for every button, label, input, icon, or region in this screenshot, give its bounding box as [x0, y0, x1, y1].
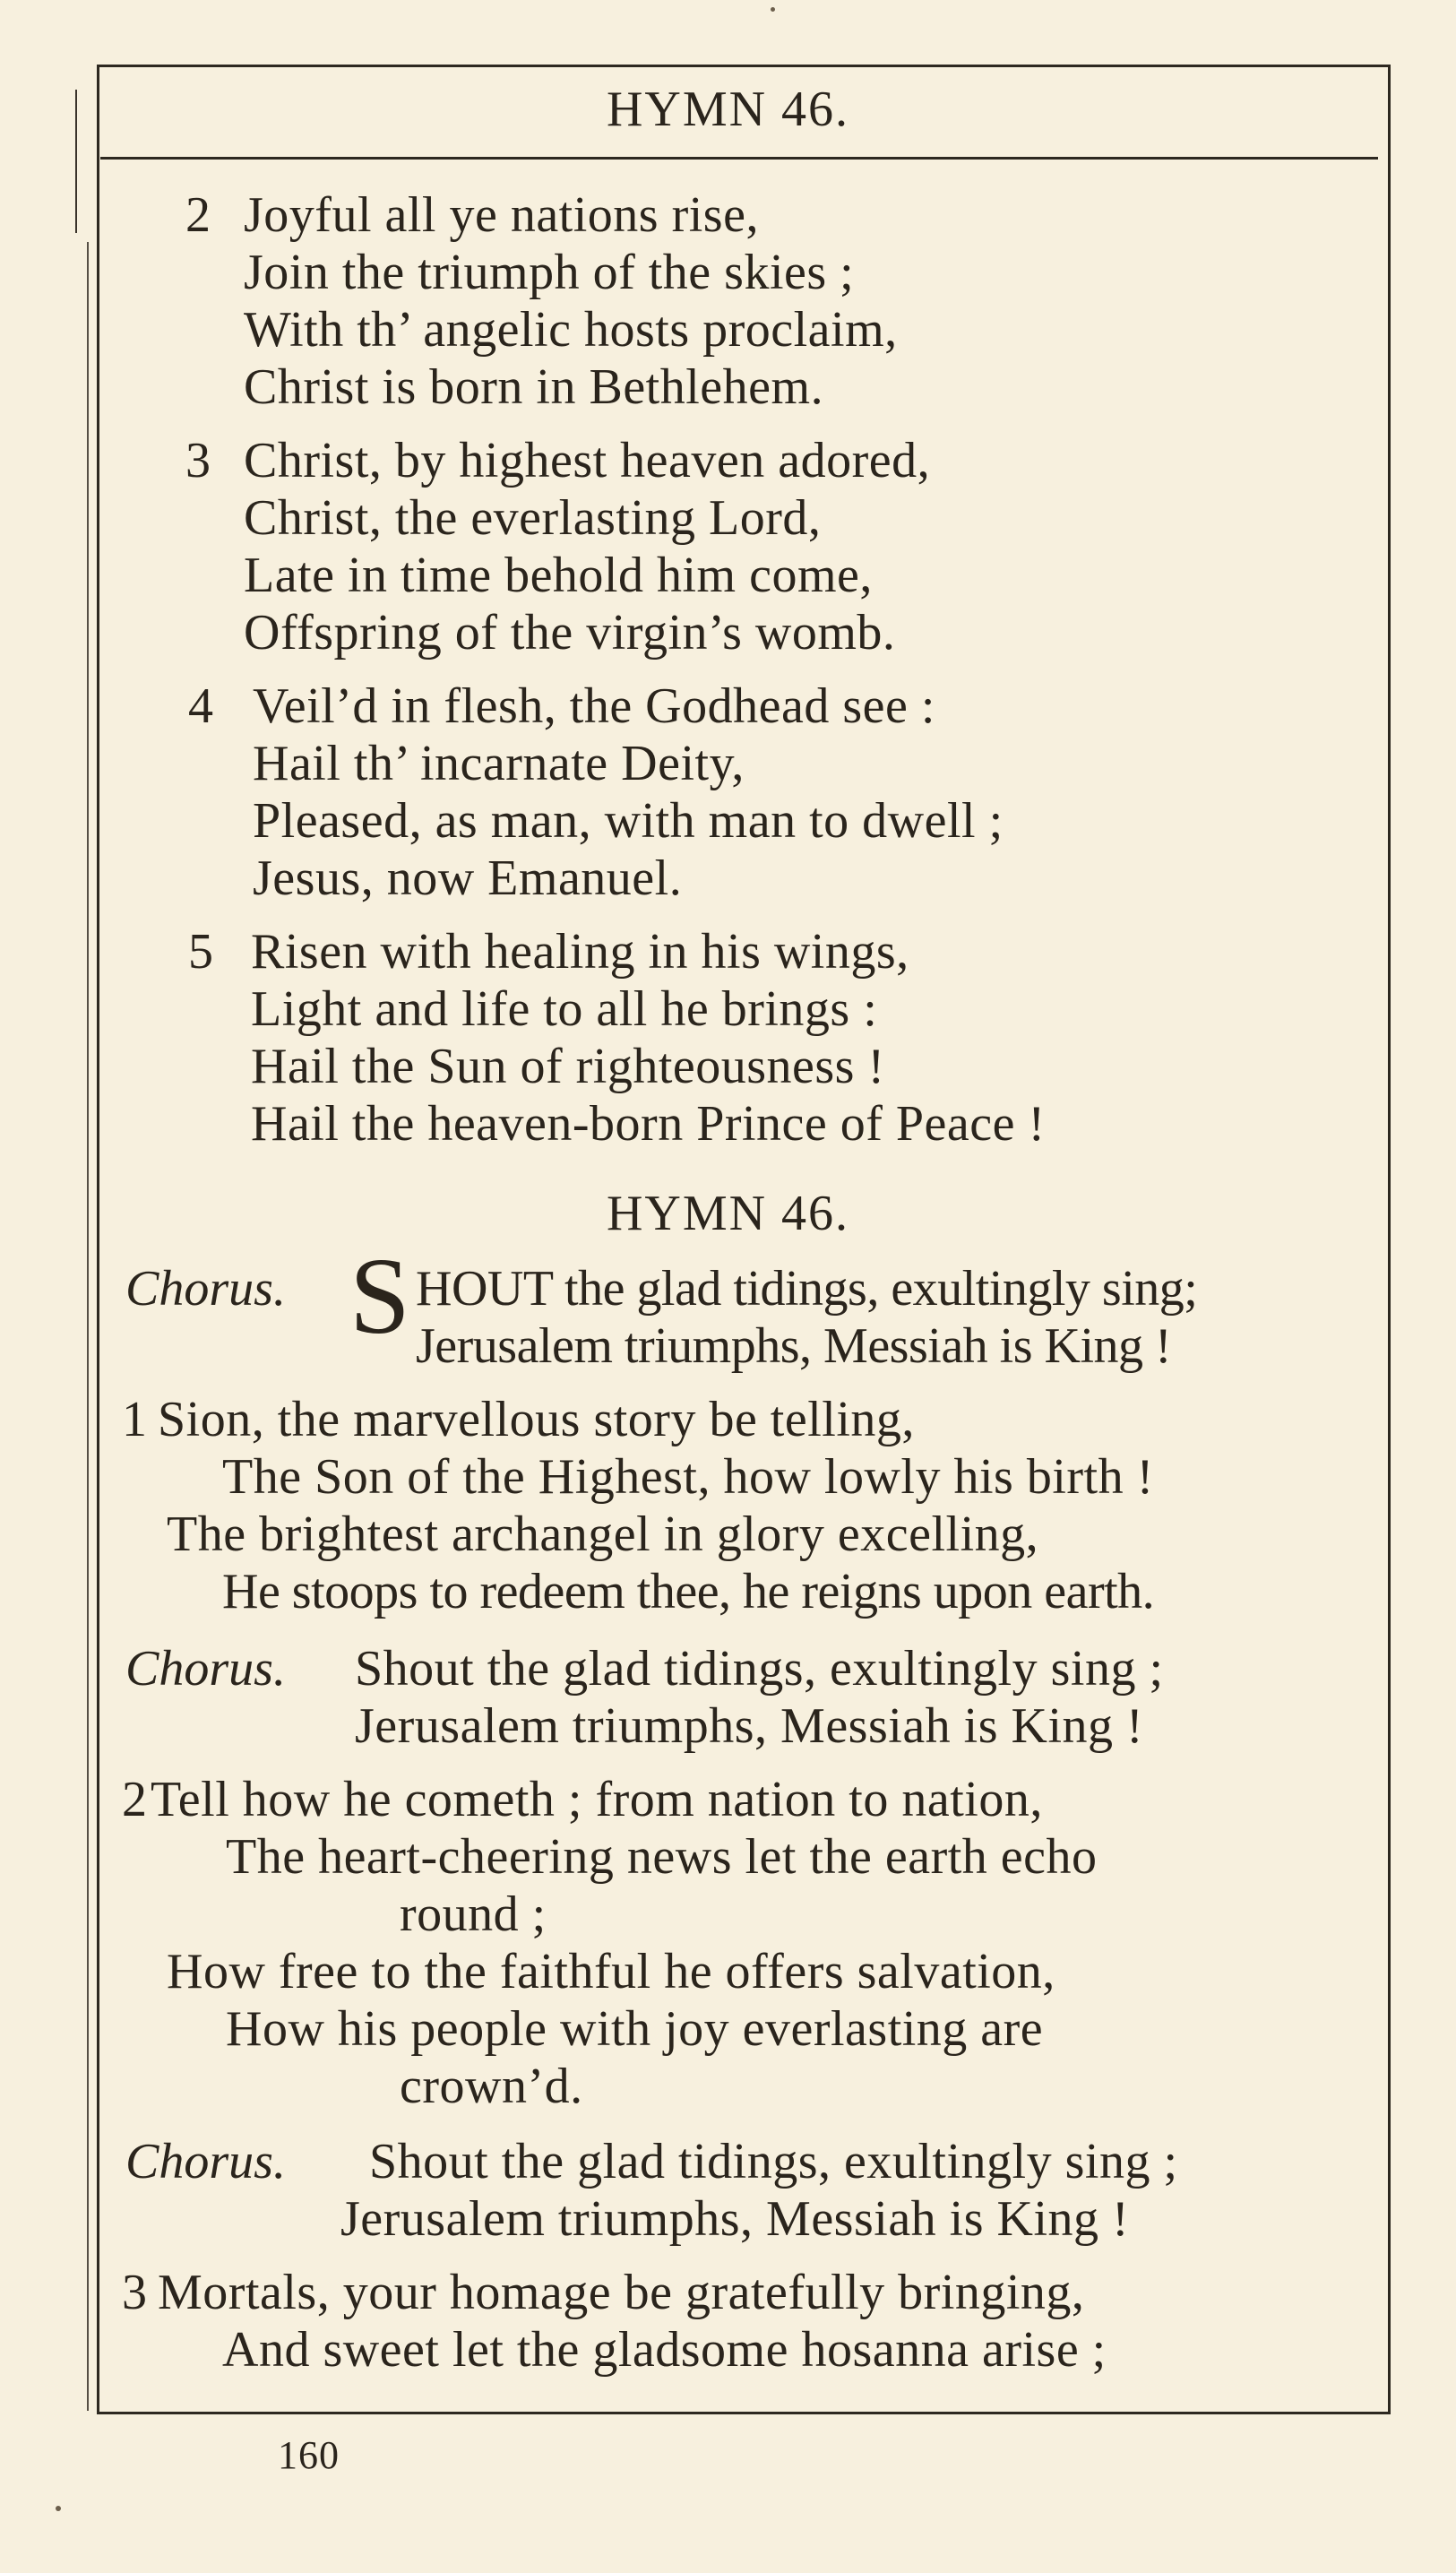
verse-number: 4 [188, 678, 213, 734]
margin-rule [87, 242, 89, 2411]
verse-line: round ; [400, 1887, 547, 1942]
verse-line: Join the triumph of the skies ; [244, 245, 855, 300]
verse-line: How free to the faithful he offers salvation, [167, 1944, 1055, 1999]
ink-speck [771, 7, 775, 12]
verse-line: Hail the Sun of righteousness ! [251, 1039, 885, 1094]
verse-line: Veil’d in flesh, the Godhead see : [253, 678, 935, 734]
verse-line: Risen with healing in his wings, [251, 924, 909, 980]
chorus-line: Jerusalem triumphs, Messiah is King ! [355, 1698, 1144, 1754]
chorus-label: Chorus. [125, 2134, 286, 2189]
verse-line: How his people with joy everlasting are [226, 2001, 1044, 2057]
verse-number: 2 [122, 1772, 147, 1827]
chorus-label: Chorus. [125, 1641, 286, 1697]
drop-cap: S [349, 1236, 410, 1357]
verse-number: 5 [188, 924, 213, 980]
verse-line: Late in time behold him come, [244, 548, 873, 603]
ink-speck [56, 2506, 61, 2511]
verse-line: Jesus, now Emanuel. [253, 850, 683, 906]
verse-line: With th’ angelic hosts proclaim, [244, 302, 898, 358]
verse-number: 3 [185, 433, 211, 488]
verse-number: 2 [185, 187, 211, 243]
verse-line: He stoops to redeem thee, he reigns upon earth. [222, 1564, 1155, 1619]
chorus-line: HOUT the glad tidings, exultingly sing; [416, 1261, 1198, 1317]
verse-number: 1 [122, 1392, 147, 1447]
verse-line: Christ, by highest heaven adored, [244, 433, 931, 488]
verse-line: Mortals, your homage be gratefully bringing, [158, 2265, 1085, 2320]
verse-line: Pleased, as man, with man to dwell ; [253, 793, 1004, 849]
chorus-line: Shout the glad tidings, exultingly sing ; [355, 1641, 1164, 1697]
verse-line: Tell how he cometh ; from nation to nation, [151, 1772, 1043, 1827]
verse-number: 3 [122, 2265, 147, 2320]
verse-line: The brightest archangel in glory excelling, [167, 1507, 1039, 1562]
running-head: HYMN 46. [606, 82, 850, 137]
verse-line: The Son of the Highest, how lowly his birth ! [222, 1449, 1154, 1505]
verse-line: Joyful all ye nations rise, [244, 187, 759, 243]
verse-line: crown’d. [400, 2059, 583, 2114]
header-rule [100, 157, 1378, 160]
hymn-title: HYMN 46. [606, 1186, 850, 1241]
chorus-label: Chorus. [125, 1261, 286, 1317]
page-number: 160 [278, 2433, 340, 2477]
verse-line: Offspring of the virgin’s womb. [244, 605, 896, 661]
verse-line: Christ, the everlasting Lord, [244, 490, 822, 546]
chorus-line: Jerusalem triumphs, Messiah is King ! [416, 1318, 1172, 1374]
verse-line: The heart-cheering news let the earth echo [226, 1829, 1098, 1885]
verse-line: Hail the heaven-born Prince of Peace ! [251, 1096, 1046, 1152]
verse-line: Hail th’ incarnate Deity, [253, 736, 745, 791]
verse-line: Light and life to all he brings : [251, 981, 878, 1037]
verse-line: Sion, the marvellous story be telling, [158, 1392, 915, 1447]
chorus-line: Jerusalem triumphs, Messiah is King ! [340, 2191, 1130, 2247]
verse-line: Christ is born in Bethlehem. [244, 359, 824, 415]
chorus-line: Shout the glad tidings, exultingly sing ; [369, 2134, 1178, 2189]
verse-line: And sweet let the gladsome hosanna arise ; [222, 2322, 1107, 2378]
